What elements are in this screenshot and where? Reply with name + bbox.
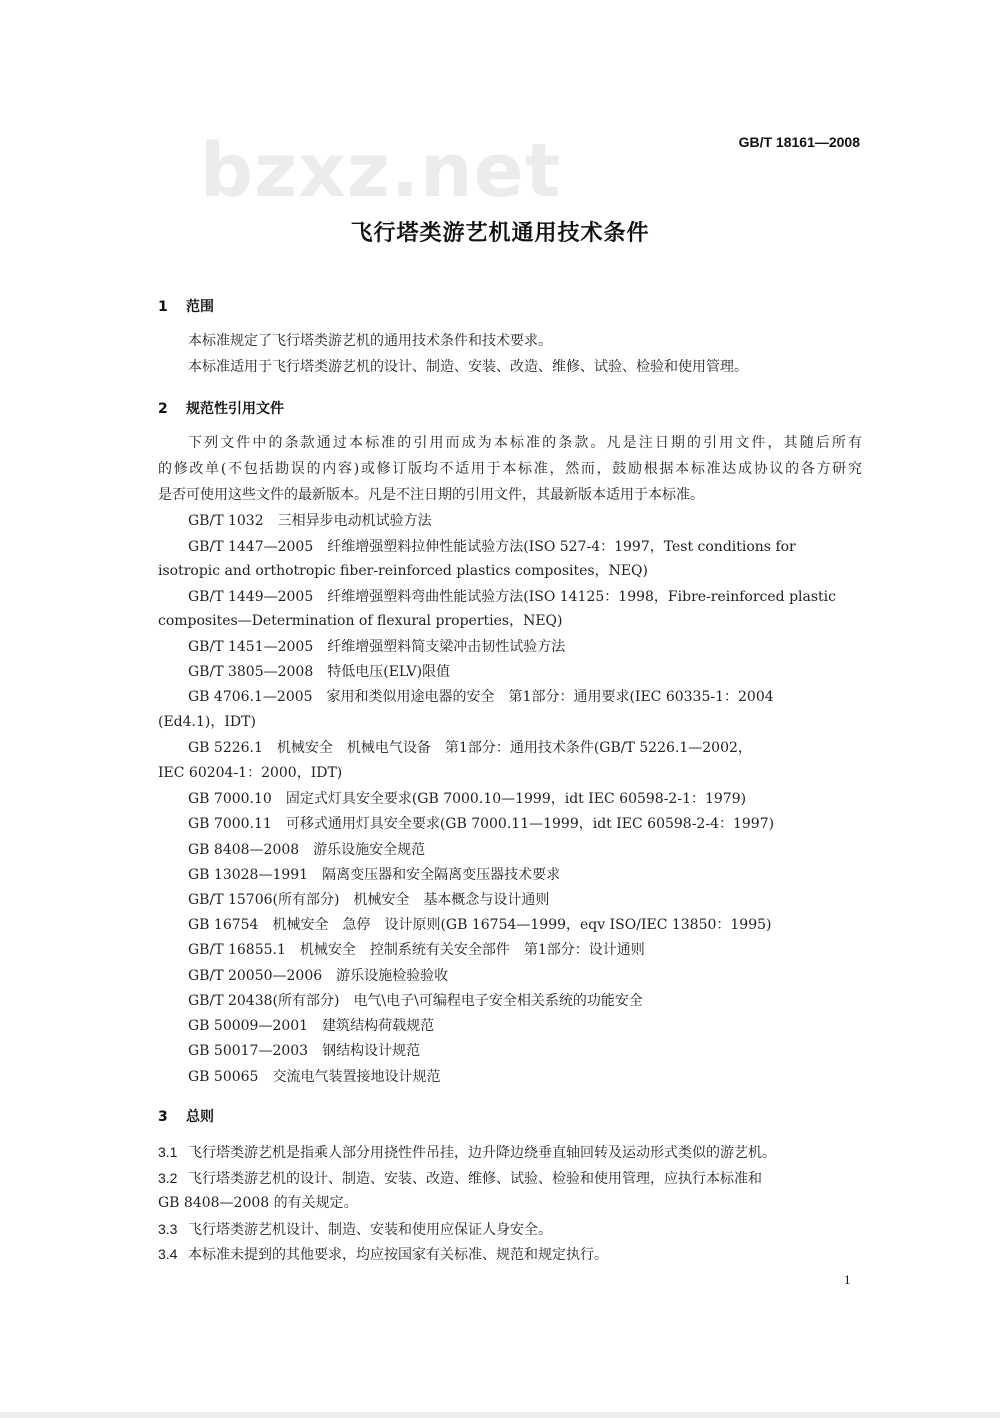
section-number: 2 — [158, 401, 168, 417]
section-title: 范围 — [186, 299, 214, 315]
watermark: bzxz.net — [200, 128, 562, 214]
reference-continuation: composites—Determination of flexural properties，NEQ) — [158, 613, 563, 629]
reference-item — [188, 738, 862, 758]
reference-code: GB 16754 — [188, 917, 259, 933]
section-title: 规范性引用文件 — [186, 401, 284, 417]
reference-code: GB/T 1451—2005 — [188, 639, 314, 655]
page-number: 1 — [844, 1272, 851, 1287]
reference-item — [188, 789, 862, 809]
reference-item — [188, 662, 862, 682]
clause-continuation: GB 8408—2008 的有关规定。 — [158, 1195, 358, 1211]
clause-text: 飞行塔类游艺机设计、制造、安装和使用应保证人身安全。 — [188, 1222, 552, 1238]
section-title: 总则 — [186, 1109, 214, 1125]
reference-code: GB/T 16855.1 — [188, 942, 286, 958]
reference-title: 机械安全 基本概念与设计通则 — [353, 892, 550, 908]
reference-title: 钢结构设计规范 — [322, 1043, 421, 1059]
clause — [158, 1219, 862, 1240]
reference-title: 纤维增强塑料拉伸性能试验方法(ISO 527-4：1997，Test conditions for — [327, 539, 796, 555]
reference-code: GB 7000.11 — [188, 816, 272, 832]
paragraph: 本标准适用于飞行塔类游艺机的设计、制造、安装、改造、维修、试验、检验和使用管理。 — [188, 359, 748, 375]
paragraph: 本标准规定了飞行塔类游艺机的通用技术条件和技术要求。 — [188, 333, 552, 349]
reference-continuation: (Ed4.1)，IDT) — [158, 714, 256, 730]
reference-item — [188, 865, 862, 885]
reference-code: GB/T 20438(所有部分) — [188, 993, 340, 1009]
reference-item — [188, 940, 862, 960]
reference-item — [188, 587, 862, 607]
reference-item — [188, 1041, 862, 1061]
reference-title: 游乐设施检验验收 — [336, 968, 449, 984]
reference-code: GB/T 1447—2005 — [188, 539, 314, 555]
reference-code: GB 7000.10 — [188, 791, 272, 807]
reference-item — [188, 537, 862, 557]
reference-item — [188, 637, 862, 657]
reference-item — [188, 966, 862, 986]
clause-number: 3.4 — [158, 1246, 178, 1262]
reference-item — [188, 915, 862, 935]
clause-text: 飞行塔类游艺机的设计、制造、安装、改造、维修、试验、检验和使用管理，应执行本标准和 — [188, 1171, 762, 1187]
reference-title: 纤维增强塑料简支梁冲击韧性试验方法 — [327, 639, 566, 655]
section-number: 1 — [158, 299, 168, 315]
reference-code: GB/T 1449—2005 — [188, 589, 314, 605]
clause-number: 3.2 — [158, 1170, 178, 1186]
reference-title: 家用和类似用途电器的安全 第1部分：通用要求(IEC 60335-1：2004 — [326, 689, 774, 705]
reference-code: GB 50065 — [188, 1069, 259, 1085]
reference-title: 特低电压(ELV)限值 — [327, 664, 451, 680]
reference-code: GB/T 20050—2006 — [188, 968, 323, 984]
section-number: 3 — [158, 1109, 168, 1125]
paragraph-line: 的修改单(不包括勘误的内容)或修订版均不适用于本标准，然而，鼓励根据本标准达成协议的各方研究 — [158, 461, 862, 477]
clause-text: 本标准未提到的其他要求，均应按国家有关标准、规范和规定执行。 — [188, 1247, 608, 1263]
clause-text: 飞行塔类游艺机是指乘人部分用挠性件吊挂，边升降边绕垂直轴回转及运动形式类似的游艺机。 — [188, 1145, 776, 1161]
reference-title: 建筑结构荷载规范 — [322, 1018, 435, 1034]
reference-title: 机械安全 急停 设计原则(GB 16754—1999，eqv ISO/IEC 13850：1995) — [272, 917, 772, 933]
standard-number: GB/T 18161—2008 — [738, 134, 860, 150]
reference-code: GB/T 15706(所有部分) — [188, 892, 340, 908]
clause — [158, 1168, 862, 1189]
reference-code: GB 4706.1—2005 — [188, 689, 313, 705]
paragraph-line: 下列文件中的条款通过本标准的引用而成为本标准的条款。凡是注日期的引用文件，其随后所有 — [188, 435, 862, 451]
reference-title: 机械安全 控制系统有关安全部件 第1部分：设计通则 — [299, 942, 645, 958]
document-title: 飞行塔类游艺机通用技术条件 — [350, 221, 650, 246]
reference-title: 纤维增强塑料弯曲性能试验方法(ISO 14125：1998，Fibre-reinforced plastic — [327, 589, 836, 605]
reference-code: GB 8408—2008 — [188, 842, 300, 858]
reference-title: 游乐设施安全规范 — [313, 842, 426, 858]
reference-code: GB/T 3805—2008 — [188, 664, 314, 680]
reference-title: 固定式灯具安全要求(GB 7000.10—1999，idt IEC 60598-2-1：1979) — [285, 791, 747, 807]
section-heading-normative-references — [158, 398, 284, 418]
reference-item — [188, 511, 862, 531]
reference-continuation: isotropic and orthotropic fiber-reinforced plastics composites，NEQ) — [158, 563, 648, 579]
clause-number: 3.1 — [158, 1144, 178, 1160]
reference-item — [188, 687, 862, 707]
section-heading-general — [158, 1106, 214, 1126]
paragraph-line: 是否可使用这些文件的最新版本。凡是不注日期的引用文件，其最新版本适用于本标准。 — [158, 487, 704, 503]
reference-code: GB 50009—2001 — [188, 1018, 309, 1034]
clause — [158, 1244, 862, 1265]
clause — [158, 1142, 862, 1163]
reference-title: 三相异步电动机试验方法 — [277, 513, 432, 529]
reference-title: 可移式通用灯具安全要求(GB 7000.11—1999，idt IEC 60598-2-4：1997) — [285, 816, 775, 832]
reference-code: GB 5226.1 — [188, 740, 263, 756]
reference-title: 隔离变压器和安全隔离变压器技术要求 — [322, 867, 561, 883]
reference-code: GB 50017—2003 — [188, 1043, 309, 1059]
reference-item — [188, 890, 862, 910]
reference-title: 机械安全 机械电气设备 第1部分：通用技术条件(GB/T 5226.1—2002， — [276, 740, 752, 756]
reference-continuation: IEC 60204-1：2000，IDT) — [158, 765, 343, 781]
reference-code: GB/T 1032 — [188, 513, 264, 529]
reference-item — [188, 814, 862, 834]
reference-title: 交流电气装置接地设计规范 — [272, 1069, 441, 1085]
page-bottom-edge — [0, 1412, 1000, 1418]
reference-item — [188, 1067, 862, 1087]
clause-number: 3.3 — [158, 1221, 178, 1237]
section-heading-scope — [158, 296, 214, 316]
reference-title: 电气\电子\可编程电子安全相关系统的功能安全 — [353, 993, 643, 1009]
reference-item — [188, 840, 862, 860]
reference-code: GB 13028—1991 — [188, 867, 309, 883]
reference-item — [188, 991, 862, 1011]
reference-item — [188, 1016, 862, 1036]
